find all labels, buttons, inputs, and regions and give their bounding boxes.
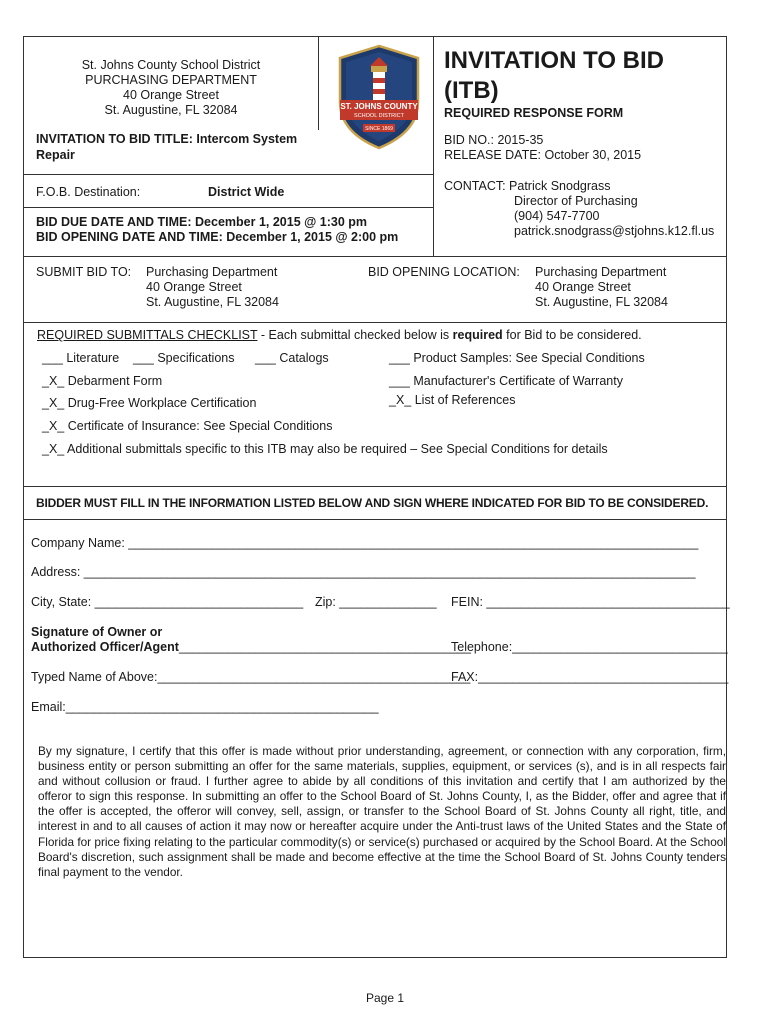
fax-field[interactable]: FAX:____________________________________ — [451, 670, 729, 684]
checklist-item-catalogs[interactable] — [255, 351, 329, 366]
certification-text: By my signature, I certify that this offer is made without prior understanding, agreement, or connection with any corporation, firm, business entity or person submitting an offer for the same materials, supplies, equipment, or services (s), and is in all respects fair and without collusion or fraud. I further agree to abide by all conditions of this invitation and certify that I am authorized by the offeror to sign this response. In submitting an offer to the School Board of St. Johns County, I, as the Bidder, offer and agree that if the offer is accepted, the offeror will convey, sell, assign, or transfer to the School Board of St. Johns County all right, title, and interest in and to all causes of action it may now or hereafter acquire under the Anti-trust laws of the United States and the State of Florida for price fixing relating to the particular commodity(s) or service(s) purchased or acquired by the School Board. At the School Board's discretion, such assignment shall be made and become effective at the time the School Board of St. Johns County tenders final payment to the vendor. — [38, 744, 726, 879]
checklist-item-label: Product Samples: See Special Conditions — [413, 351, 645, 365]
checkbox-mark[interactable]: ___ — [42, 351, 63, 365]
itb-title-cont: Repair — [36, 148, 75, 162]
contact-name: CONTACT: Patrick Snodgrass — [444, 179, 611, 193]
email-field[interactable]: Email:_____________________________________________ — [31, 700, 379, 714]
checkbox-mark[interactable]: _X_ — [42, 396, 65, 410]
contact-email: patrick.snodgrass@stjohns.k12.fl.us — [514, 224, 715, 238]
submit-label: SUBMIT BID TO: — [36, 265, 132, 279]
contact-phone: (904) 547-7700 — [514, 209, 600, 223]
district-logo — [336, 44, 422, 150]
rule-submit-top — [23, 256, 726, 257]
checklist-heading-title: REQUIRED SUBMITTALS CHECKLIST — [37, 328, 258, 342]
zip-field[interactable]: Zip: ______________ — [315, 595, 437, 609]
checklist-item-label: List of References — [414, 393, 516, 407]
bidder-heading: BIDDER MUST FILL IN THE INFORMATION LISTED BELOW AND SIGN WHERE INDICATED FOR BID TO BE CONSIDERED. — [36, 496, 709, 510]
fein-field[interactable]: FEIN: ___________________________________ — [451, 595, 730, 609]
rule-fob-bottom — [23, 207, 433, 208]
signature-label-line2: Authorized Officer/Agent — [31, 640, 179, 654]
signature-field[interactable]: __________________________________________ — [179, 640, 471, 654]
checklist-item-insurance[interactable] — [42, 419, 332, 434]
address-field[interactable]: Address: ________________________________________________________________________________________ — [31, 565, 696, 579]
signature-label-line1: Signature of Owner or — [31, 625, 163, 639]
checklist-item-label: Certificate of Insurance: See Special Conditions — [67, 419, 333, 433]
checkbox-mark[interactable]: _X_ — [42, 374, 65, 388]
district-city: St. Augustine, FL 32084 — [104, 103, 238, 117]
header-divider-right — [433, 36, 434, 256]
checklist-item-specifications[interactable] — [133, 351, 234, 366]
checklist-item-label: Specifications — [157, 351, 235, 365]
checklist-item-debarment[interactable] — [42, 374, 162, 389]
checklist-item-label: Additional submittals specific to this ITB may also be required – See Special Conditions for details — [67, 442, 608, 456]
fob-value: District Wide — [208, 185, 285, 199]
page-number: Page 1 — [365, 991, 405, 1005]
checklist-item-warranty[interactable] — [389, 374, 623, 389]
checklist-heading-required: required — [452, 328, 503, 342]
checkbox-mark[interactable]: ___ — [389, 374, 410, 388]
typed-name-field[interactable]: Typed Name of Above:_____________________________________________ — [31, 670, 471, 684]
checkbox-mark[interactable]: _X_ — [42, 442, 65, 456]
opening-location-line2: 40 Orange Street — [535, 280, 631, 294]
city-state-field[interactable]: City, State: ______________________________ — [31, 595, 304, 609]
checkbox-mark[interactable]: ___ — [389, 351, 410, 365]
checklist-item-references[interactable] — [389, 393, 515, 408]
checklist-item-label: Literature — [66, 351, 120, 365]
company-name-field[interactable]: Company Name: __________________________________________________________________________________ — [31, 536, 699, 550]
checkbox-mark[interactable]: ___ — [255, 351, 276, 365]
submit-line1: Purchasing Department — [146, 265, 278, 279]
checklist-item-additional[interactable] — [42, 442, 608, 457]
submit-line3: St. Augustine, FL 32084 — [146, 295, 279, 309]
rule-fob-top — [23, 174, 433, 175]
checklist-item-product-samples[interactable] — [389, 351, 645, 366]
contact-title: Director of Purchasing — [514, 194, 638, 208]
checklist-heading-end: for Bid to be considered. — [502, 328, 642, 342]
district-department: PURCHASING DEPARTMENT — [85, 73, 257, 87]
telephone-field[interactable]: Telephone:_______________________________ — [451, 640, 728, 654]
opening-location-line1: Purchasing Department — [535, 265, 667, 279]
checklist-item-label: Catalogs — [279, 351, 329, 365]
itb-title: INVITATION TO BID TITLE: Intercom System — [36, 132, 298, 146]
page-title-line1: INVITATION TO BID — [444, 47, 664, 74]
logo-top-text: ST. JOHNS COUNTY — [340, 102, 418, 111]
submit-line2: 40 Orange Street — [146, 280, 242, 294]
fob-label: F.O.B. Destination: — [36, 185, 141, 199]
rule-bidder-bottom — [23, 519, 726, 520]
bid-number: BID NO.: 2015-35 — [444, 133, 544, 147]
rule-checklist-top — [23, 322, 726, 323]
checklist-item-label: Manufacturer's Certificate of Warranty — [413, 374, 623, 388]
checklist-item-label: Debarment Form — [67, 374, 163, 388]
bid-due-date: BID DUE DATE AND TIME: December 1, 2015 @ 1:30 pm — [36, 215, 368, 229]
opening-location-label: BID OPENING LOCATION: — [368, 265, 520, 279]
district-street: 40 Orange Street — [123, 88, 219, 102]
logo-since-text: SINCE 1869 — [365, 126, 393, 132]
checkbox-mark[interactable]: _X_ — [42, 419, 65, 433]
checkbox-mark[interactable]: ___ — [133, 351, 154, 365]
checkbox-mark[interactable]: _X_ — [389, 393, 412, 407]
opening-location-line3: St. Augustine, FL 32084 — [535, 295, 668, 309]
checklist-heading-mid: - Each submittal checked below is — [257, 328, 453, 342]
checklist-heading — [37, 328, 642, 343]
district-name: St. Johns County School District — [81, 58, 261, 72]
rule-bidder-top — [23, 486, 726, 487]
page-title-line2: (ITB) — [444, 77, 499, 104]
page-subtitle: REQUIRED RESPONSE FORM — [444, 106, 624, 120]
checklist-item-literature[interactable] — [42, 351, 119, 366]
release-date: RELEASE DATE: October 30, 2015 — [444, 148, 642, 162]
checklist-item-drug-free[interactable] — [42, 396, 256, 411]
checklist-item-label: Drug-Free Workplace Certification — [67, 396, 257, 410]
logo-sub-text: SCHOOL DISTRICT — [354, 113, 404, 119]
bid-opening-date: BID OPENING DATE AND TIME: December 1, 2015 @ 2:00 pm — [36, 230, 399, 244]
